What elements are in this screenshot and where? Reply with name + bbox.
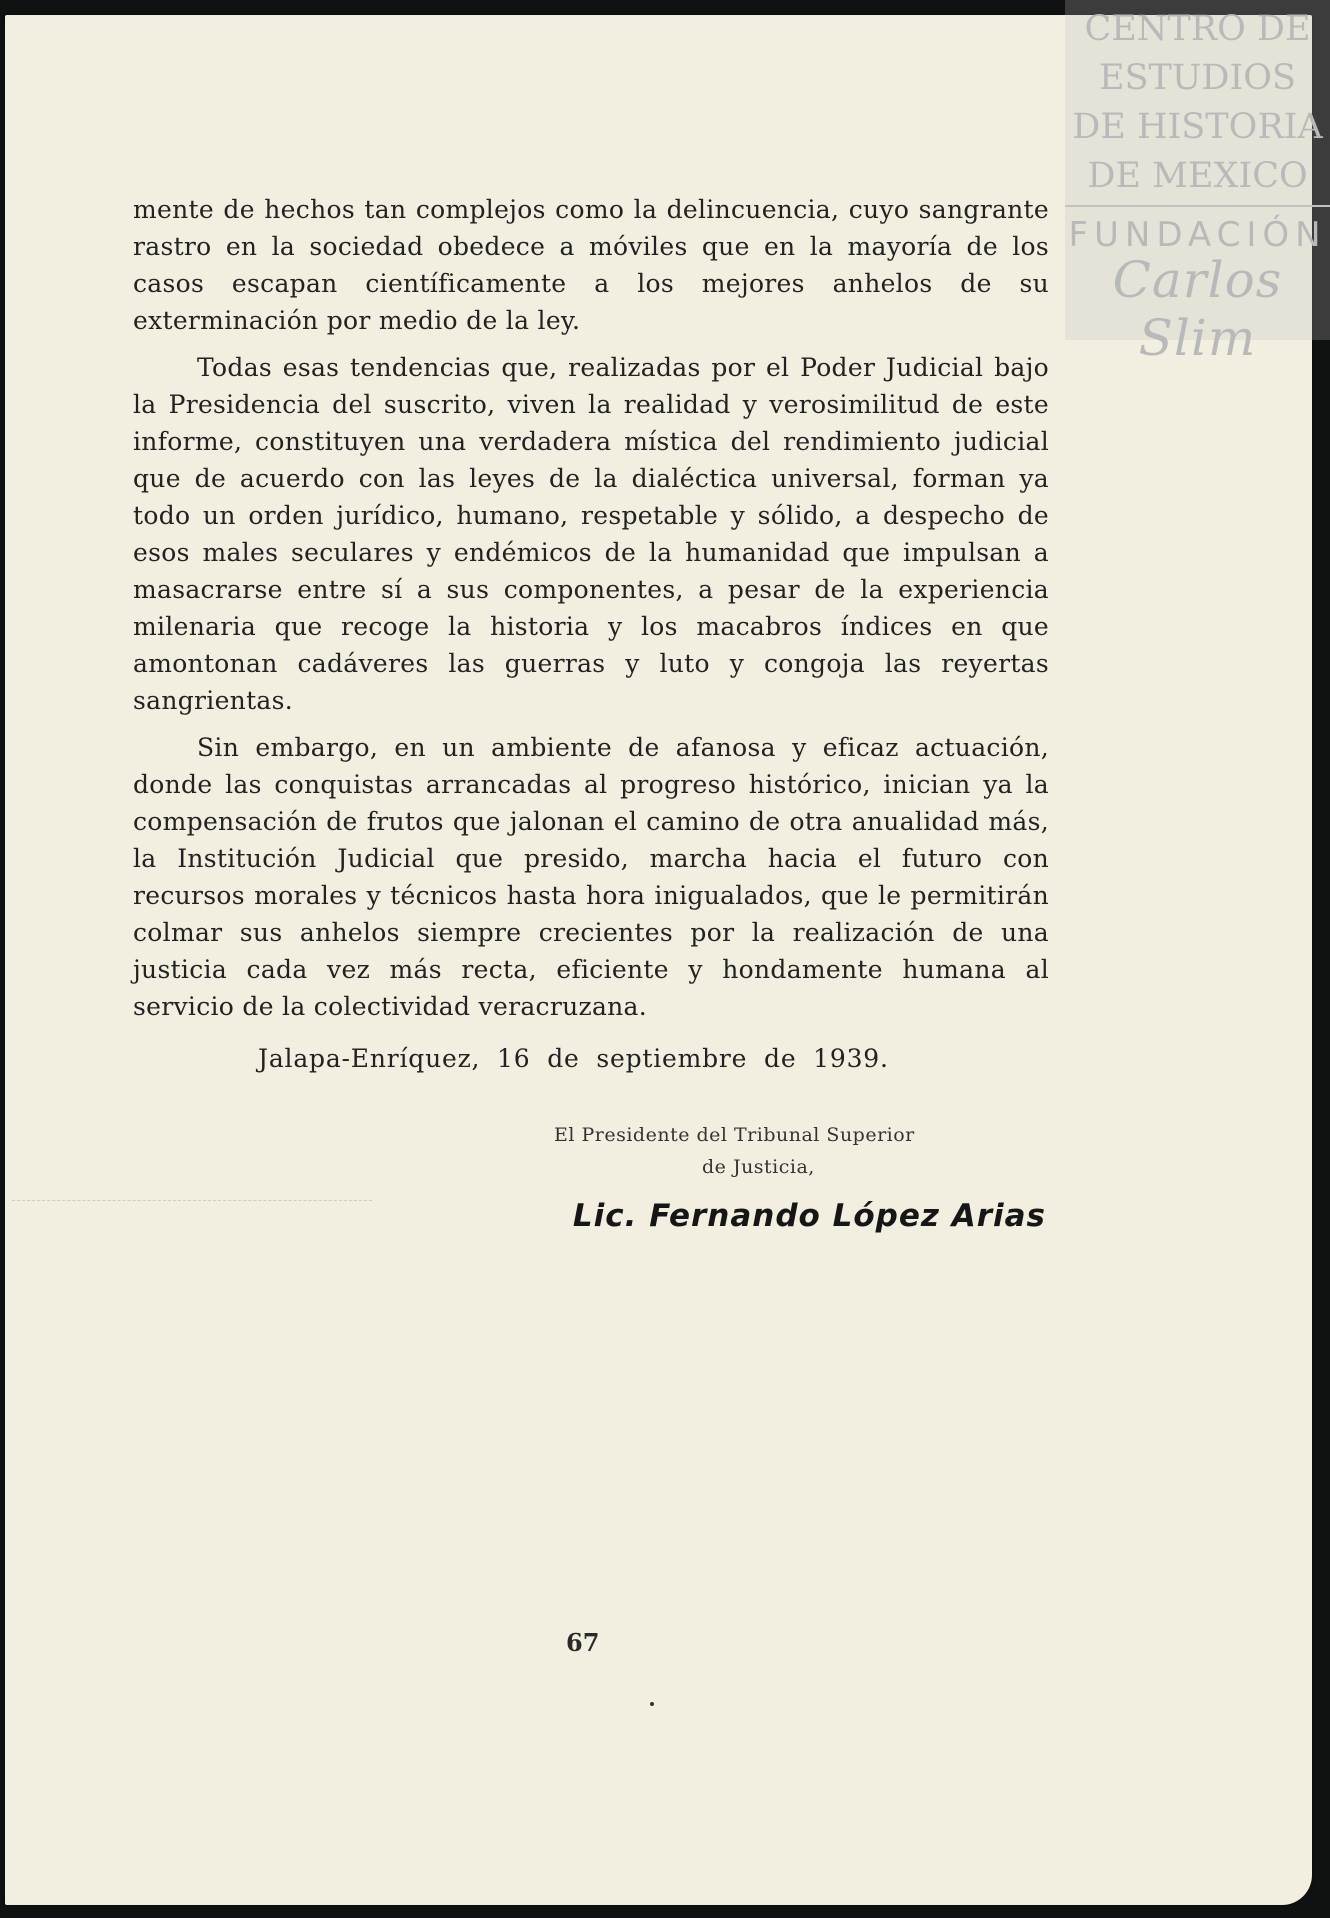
watermark (1065, 0, 1330, 367)
watermark-line-1: CENTRO DE (1084, 9, 1311, 49)
watermark-script-logo: Carlos Slim (1112, 251, 1283, 367)
signature-name: Lic. Fernando López Arias (572, 1198, 1046, 1234)
page-number: 67 (566, 1628, 600, 1657)
signature-title (554, 1119, 974, 1183)
watermark-line-4: DE MEXICO (1087, 156, 1308, 196)
body-text (133, 191, 1049, 1035)
signature-title-line-1: El Presidente del Tribunal Superior (554, 1124, 915, 1146)
watermark-divider (1065, 205, 1330, 207)
watermark-foundation: FUNDACIÓN (1068, 215, 1327, 255)
paragraph-2: Todas esas tendencias que, realizadas por el Poder Judicial bajo la Presidencia del suscrito, viven la realidad y verosimilitud de este informe, constituyen una verdadera mística del rendimiento judicial que de acuerdo con las leyes de la dialéctica universal, forman ya todo un orden jurídico, humano, respetable y sólido, a despecho de esos males seculares y endémicos de la humanidad que impulsan a masacrarse entre sí a sus componentes, a pesar de la experiencia milenaria que recoge la historia y los macabros índices en que amontonan cadáveres las guerras y luto y congoja las reyertas sangrientas. (133, 353, 1049, 715)
place-date: Jalapa-Enríquez, 16 de septiembre de 1939. (258, 1044, 889, 1073)
dust-line (12, 1200, 372, 1202)
ink-speck (650, 1702, 654, 1706)
signature-title-line-2: de Justicia, (702, 1156, 815, 1178)
paragraph-3: Sin embargo, en un ambiente de afanosa y eficaz actuación, donde las conquistas arrancadas al progreso histórico, inician ya la compensación de frutos que jalonan el camino de otra anualidad más, la Institución Judicial que presido, marcha hacia el futuro con recursos morales y técnicos hasta hora inigualados, que le permitirán colmar sus anhelos siempre crecientes por la realización de una justicia cada vez más recta, eficiente y hondamente humana al servicio de la colectividad veracruzana. (133, 733, 1049, 1021)
paragraph-1: mente de hechos tan complejos como la delincuencia, cuyo sangrante rastro en la sociedad obedece a móviles que en la mayoría de los casos escapan científicamente a los mejores anhelos de su exterminación por medio de la ley. (133, 195, 1049, 335)
watermark-line-2: ESTUDIOS (1099, 58, 1296, 98)
watermark-line-3: DE HISTORIA (1072, 107, 1323, 147)
